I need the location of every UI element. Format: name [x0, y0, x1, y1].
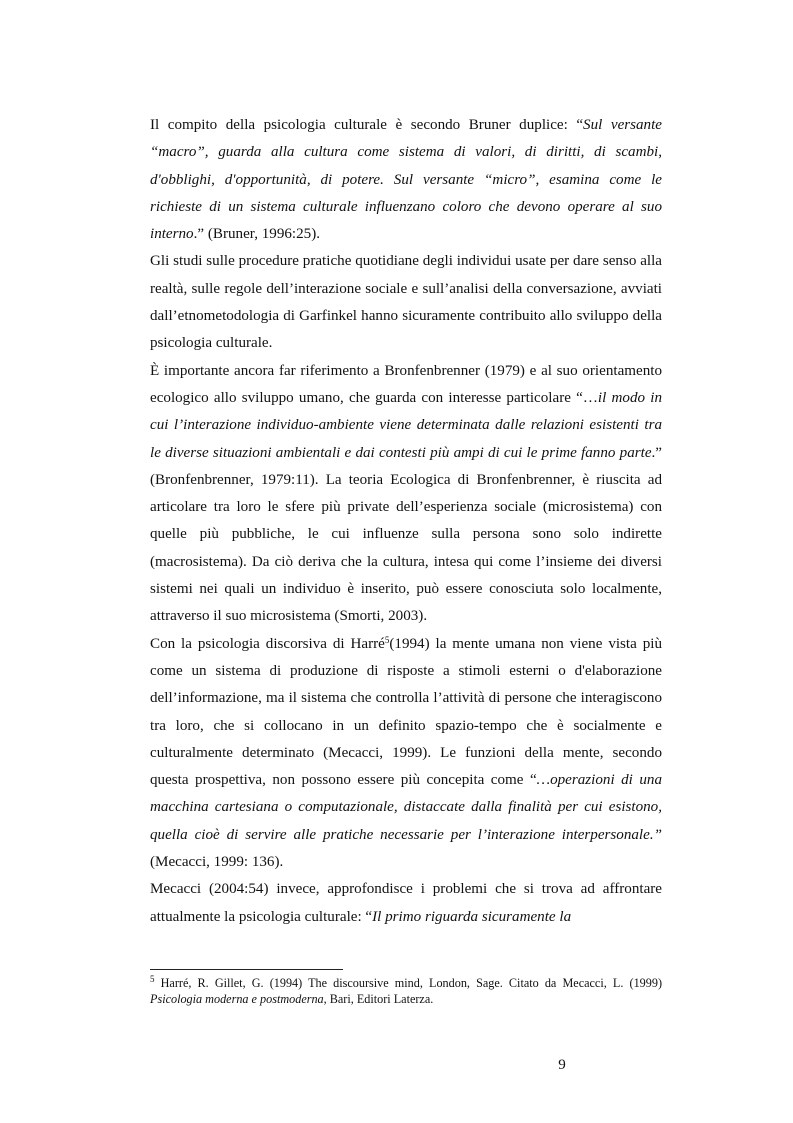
body-text	[150, 112, 662, 931]
paragraph-harre	[150, 631, 662, 877]
footnote-number: 5	[150, 974, 155, 984]
paragraph-bronfenbrenner	[150, 358, 662, 631]
footnote-text: , Bari, Editori Laterza.	[323, 992, 434, 1007]
text-span: Il compito della psicologia culturale è secondo Bruner duplice: “	[150, 117, 584, 133]
quote-italic: Sul versante “macro”, guarda alla cultura come sistema di valori, di diritti, di scambi, d'obblighi, d'opportunità, di potere. Sul versante “micro”, esamina come le richieste di un sistema culturale influenzano coloro che devono operare al suo interno	[150, 117, 662, 243]
quote-italic: …operazioni di una macchina cartesiana o computazionale, distaccate dalla finalità per cui esistono, quella cioè di servire alle pratiche necessarie per l’interazione interpersonale.”	[150, 772, 662, 843]
page-number: 9	[558, 1057, 566, 1073]
text-span: (1994) la mente umana non viene vista più come un sistema di produzione di risposte a stimoli esterni o d'elaborazione dell’informazione, ma il sistema che controlla l’attività di persone che interagiscono tra loro, che si collocano in un definito spazio-tempo che è socialmente e culturalmente determinato (Mecacci, 1999). Le funzioni della mente, secondo questa prospettiva, non possono essere più concepita come “	[150, 635, 663, 789]
text-span: .” (Bruner, 1996:25).	[193, 226, 321, 243]
footnote	[150, 975, 662, 1007]
footnote-divider	[150, 969, 343, 970]
text-span: Mecacci (2004:54) invece, approfondisce i problemi che si trova ad affrontare attualmente la psicologia culturale: “	[150, 881, 662, 925]
quote-italic: il modo in cui l’interazione individuo-ambiente viene determinata dalle relazioni esistenti tra le diverse situazioni ambientali e dai contesti più ampi di cui le prime fanno parte	[150, 389, 662, 461]
text-span: È importante ancora far riferimento a Bronfenbrenner (1979) e al suo orientamento ecologico allo sviluppo umano, che guarda con interesse particolare “…	[150, 362, 662, 406]
footnote-text: Harré, R. Gillet, G. (1994) The discoursive mind, London, Sage. Citato da Mecacci, L. (1999)	[154, 976, 662, 990]
quote-italic: Il primo riguarda sicuramente la	[372, 908, 572, 925]
text-span: (Mecacci, 1999: 136).	[150, 854, 284, 871]
footnote-ref: 5	[384, 634, 390, 645]
paragraph-bruner	[150, 112, 662, 248]
text-span: Gli studi sulle procedure pratiche quotidiane degli individui usate per dare senso alla realtà, sulle regole dell’interazione sociale e sull’analisi della conversazione, avviati dall’etnometodologia di Garfinkel hanno sicuramente contribuito allo sviluppo della psicologia culturale.	[150, 253, 662, 352]
paragraph-mecacci	[150, 876, 662, 931]
footnote-title: Psicologia moderna e postmoderna	[150, 992, 324, 1007]
paragraph-garfinkel	[150, 248, 662, 357]
text-span: .” (Bronfenbrenner, 1979:11). La teoria Ecologica di Bronfenbrenner, è riuscita ad articolare tra loro le sfere più private dell’esperienza sociale (microsistema) con quelle più pubbliche, le cui influenze sulla persona sono solo indirette (macrosistema). Da ciò deriva che la cultura, intesa qui come l’insieme dei diversi sistemi nei quali un individuo è inserito, può essere conosciuta solo localmente, attraverso il suo microsistema (Smorti, 2003).	[150, 444, 662, 625]
text-span: Con la psicologia discorsiva di Harré	[150, 635, 385, 652]
